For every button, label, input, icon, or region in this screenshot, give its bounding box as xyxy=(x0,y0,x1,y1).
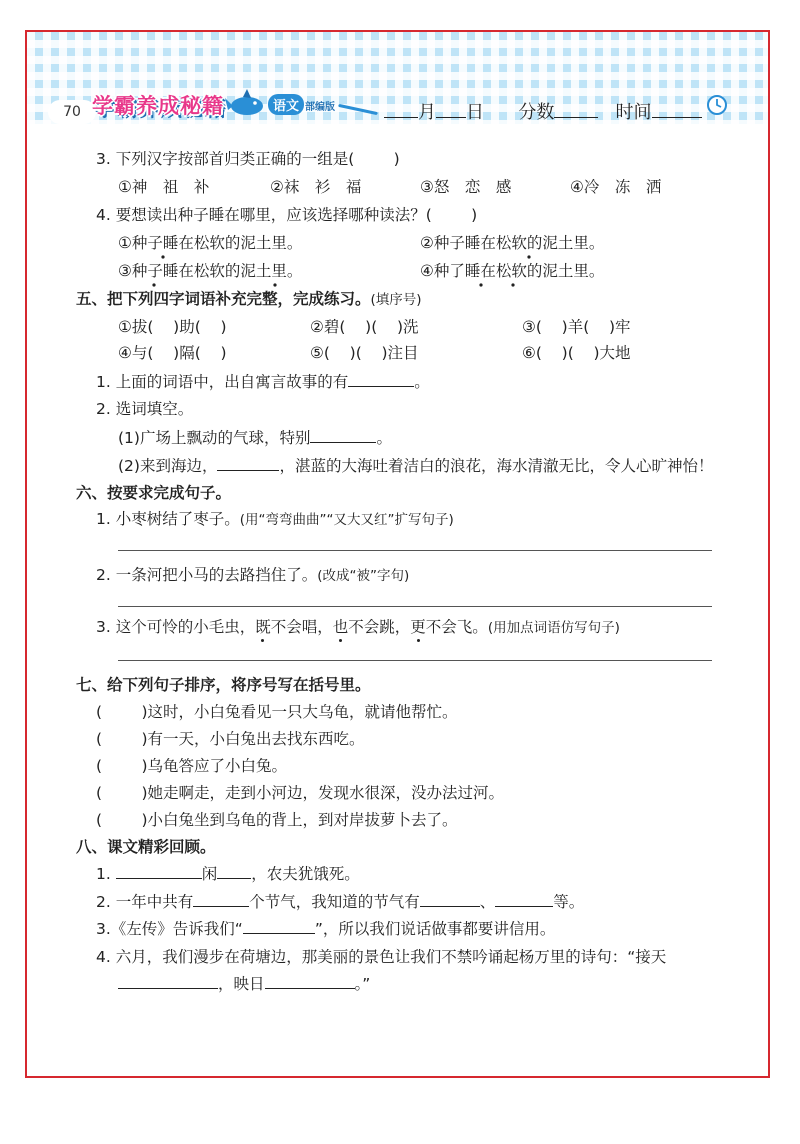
s5-q2: 2. 选词填空。 xyxy=(96,400,194,418)
s5-q2-2-end: ，湛蓝的大海吐着洁白的浪花，海水清澈无比，令人心旷神怡！ xyxy=(279,457,714,475)
s8-q2-blank-1[interactable] xyxy=(193,890,249,907)
s6-q3-note: (用加点词语仿写句子) xyxy=(487,620,620,636)
s5-q2-2-blank[interactable] xyxy=(217,454,279,471)
section-5-title-text: 五、把下列四字词语补充完整，完成练习。 xyxy=(76,290,371,308)
s5-q1-text: 1. 上面的词语中，出自寓言故事的有 xyxy=(96,373,349,391)
s5-q2-1-text: (1)广场上飘动的气球，特别 xyxy=(118,429,311,447)
s5-q2-1-blank[interactable] xyxy=(310,426,376,443)
s7-item-5: ( )小白兔坐到乌龟的背上，到对岸拔萝卜去了。 xyxy=(96,811,458,829)
s7-item-2: ( )有一天，小白兔出去找东西吃。 xyxy=(96,730,365,748)
subject-badge: 语文 xyxy=(268,94,304,115)
section-5-title xyxy=(76,288,422,311)
q3-option-3: ③怒 恋 感 xyxy=(420,178,512,196)
q4-option-4: ④种了睡在松软的泥土里。 xyxy=(420,262,605,280)
s5-q2-2 xyxy=(118,454,713,477)
s8-q2-text-d: 等。 xyxy=(553,893,585,911)
section-6-title: 六、按要求完成句子。 xyxy=(76,484,232,502)
s5-q1-end: 。 xyxy=(414,373,430,391)
s8-q4-text-b: ，映日 xyxy=(218,975,265,993)
s5-q2-1-end: 。 xyxy=(376,429,392,447)
edition-label: 部编版 xyxy=(305,102,335,113)
s8-q1 xyxy=(96,862,360,885)
s5-q2-1 xyxy=(118,426,392,449)
idiom-3: ③( )羊( )牢 xyxy=(522,318,631,336)
s6-q3-part-a: 3. 这个可怜的小毛虫， xyxy=(96,618,256,636)
s6-q2-text: 2. 一条河把小马的去路挡住了。 xyxy=(96,566,318,584)
s7-item-1: ( )这时，小白兔看见一只大乌龟，就请他帮忙。 xyxy=(96,703,458,721)
s6-q3-dot-geng: 更 xyxy=(410,618,426,636)
s5-q1-blank[interactable] xyxy=(348,370,414,387)
q4-stem: 4. 要想读出种子睡在哪里，应该选择哪种读法？( ) xyxy=(96,206,478,224)
s6-q3-part-e: 不会跳， xyxy=(348,618,411,636)
s8-q2-text-c: 、 xyxy=(479,893,496,911)
s8-q4-blank-2[interactable] xyxy=(265,972,355,989)
s8-q2 xyxy=(96,890,584,913)
s8-q2-blank-3[interactable] xyxy=(495,890,553,907)
s5-q1 xyxy=(96,370,430,393)
s8-q3 xyxy=(96,917,555,940)
s8-q2-blank-2[interactable] xyxy=(420,890,480,907)
s8-q1-num: 1. xyxy=(96,865,116,883)
day-label: 日 xyxy=(466,102,484,123)
q3-option-4: ④冷 冻 洒 xyxy=(570,178,662,196)
section-5-note: (填序号) xyxy=(370,292,422,308)
s8-q3-text-a: 3.《左传》告诉我们“ xyxy=(96,920,243,938)
idiom-5: ⑤( )( )注目 xyxy=(310,344,419,362)
q4-option-1: ①种子睡在松软的泥土里。 xyxy=(118,234,303,252)
s6-q1 xyxy=(96,508,454,531)
q3-option-2: ②袜 衫 福 xyxy=(270,178,362,196)
idiom-2: ②碧( )( )洗 xyxy=(310,318,419,336)
s8-q4-cont xyxy=(118,972,370,995)
s6-q1-note: (用“弯弯曲曲”“又大又红”扩写句子) xyxy=(239,512,454,528)
s7-item-4: ( )她走啊走，走到小河边，发现水很深，没办法过河。 xyxy=(96,784,505,802)
section-8-title: 八、课文精彩回顾。 xyxy=(76,838,216,856)
month-label: 月 xyxy=(418,102,436,123)
section-7-title: 七、给下列句子排序，将序号写在括号里。 xyxy=(76,676,371,694)
s8-q1-blank-1[interactable] xyxy=(116,862,202,879)
q3-option-1: ①神 祖 补 xyxy=(118,178,210,196)
s6-q1-text: 1. 小枣树结了枣子。 xyxy=(96,510,240,528)
s8-q1-xian: 闲 xyxy=(201,865,218,883)
s6-q2-answer-line[interactable] xyxy=(118,606,712,607)
s8-q1-end: ，农夫犹饿死。 xyxy=(251,865,360,883)
s6-q3 xyxy=(96,616,620,639)
s8-q4-text-c: 。” xyxy=(354,975,371,993)
s6-q3-answer-line[interactable] xyxy=(118,660,712,661)
s6-q3-dot-ye: 也 xyxy=(332,618,349,636)
s7-item-3: ( )乌龟答应了小白兔。 xyxy=(96,757,288,775)
s8-q3-blank[interactable] xyxy=(243,917,315,934)
s8-q1-blank-2[interactable] xyxy=(217,862,251,879)
s5-q2-2-text: (2)来到海边， xyxy=(118,457,218,475)
s6-q2-note: (改成“被”字句) xyxy=(317,568,410,584)
q4-emphasis-dots xyxy=(0,0,800,300)
q4-option-2: ②种子睡在松软的泥土里。 xyxy=(420,234,605,252)
s6-q1-answer-line[interactable] xyxy=(118,550,712,551)
brand-title: 学霸养成秘籍 xyxy=(92,94,224,118)
score-label: 分数 xyxy=(518,102,555,123)
idiom-4: ④与( )隔( ) xyxy=(118,344,227,362)
s8-q4-blank-1[interactable] xyxy=(118,972,218,989)
page-number: 70 xyxy=(48,100,96,124)
s8-q4: 4. 六月，我们漫步在荷塘边，那美丽的景色让我们不禁吟诵起杨万里的诗句：“接天 xyxy=(96,948,667,966)
s8-q3-text-b: ”，所以我们说话做事都要讲信用。 xyxy=(314,920,556,938)
s8-q2-text-a: 2. 一年中共有 xyxy=(96,893,194,911)
s6-q2 xyxy=(96,564,409,587)
q3-stem: 3. 下列汉字按部首归类正确的一组是( ) xyxy=(96,150,400,168)
idiom-1: ①拔( )助( ) xyxy=(118,318,227,336)
s6-q3-part-c: 不会唱， xyxy=(270,618,333,636)
s8-q2-text-b: 个节气，我知道的节气有 xyxy=(249,893,420,911)
idiom-6: ⑥( )( )大地 xyxy=(522,344,631,362)
s6-q3-dot-ji: 既 xyxy=(255,618,271,636)
s6-q3-part-g: 不会飞。 xyxy=(425,618,488,636)
time-label: 时间 xyxy=(615,102,652,123)
q4-option-3: ③种子睡在松软的泥土里。 xyxy=(118,262,303,280)
